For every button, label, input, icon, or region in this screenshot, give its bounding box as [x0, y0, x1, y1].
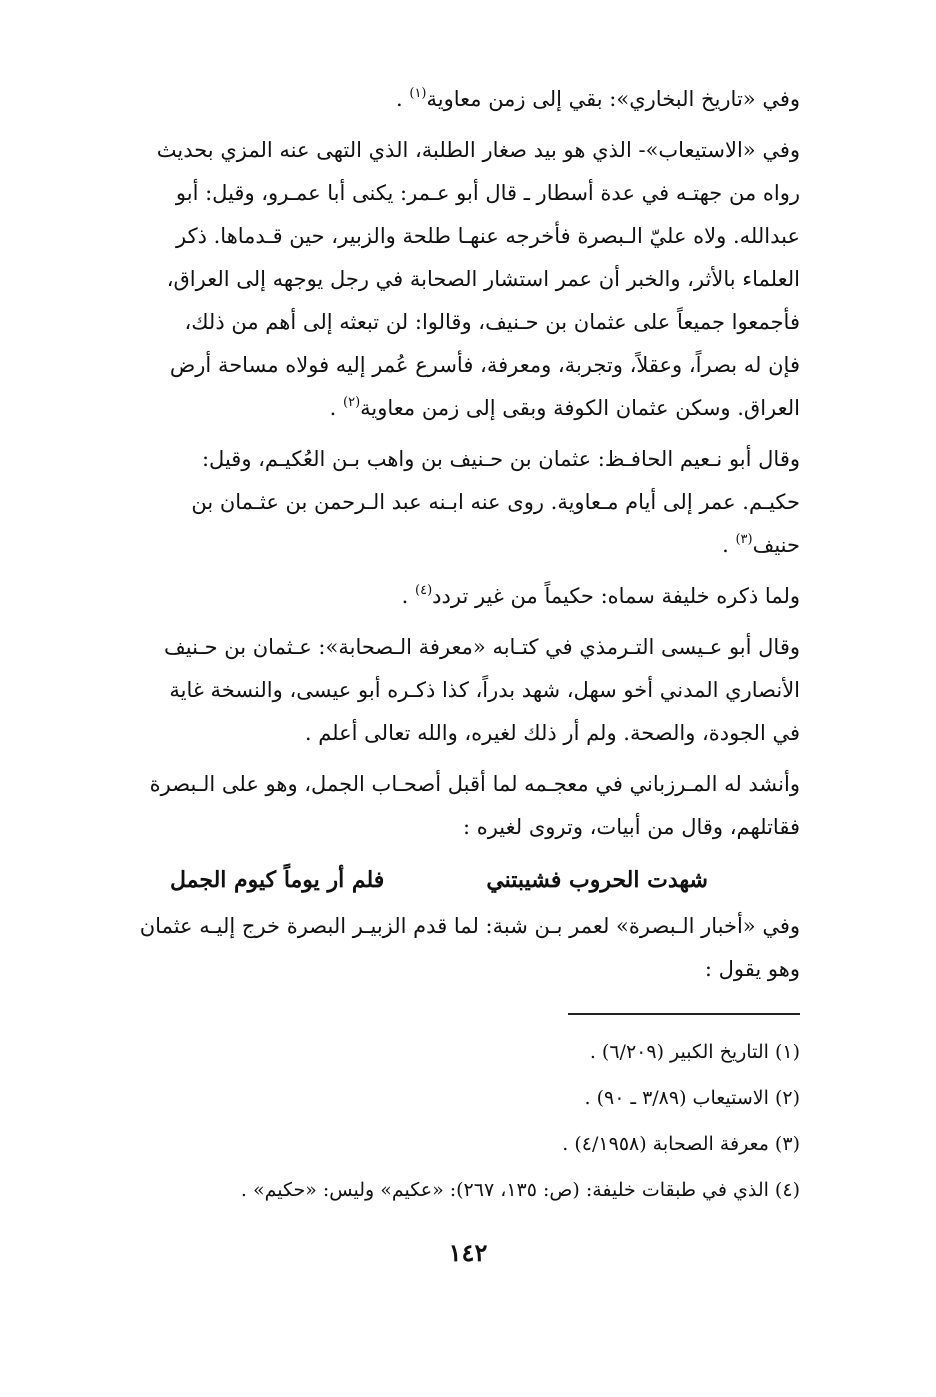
paragraph-line: العلماء بالأثر، والخبر أن عمر استشار الصحابة في رجل يوجهه إلى العراق،: [166, 267, 800, 291]
paragraph-5: [92, 626, 800, 755]
footnote-2: (٢) الاستيعاب (٣/٨٩ ـ ٩٠) .: [584, 1087, 800, 1109]
paragraph-line: العراق. وسكن عثمان الكوفة وبقى إلى زمن معاوية$^{(٢)}$ .: [329, 395, 800, 420]
paragraph-1: [92, 78, 800, 121]
paragraph-line: الأنصاري المدني أخو سهل، شهد بدراً، كذا ذكـره أبو عيسى، والنسخة غاية: [169, 678, 800, 702]
paragraph-line: رواه من جهتـه في عدة أسطار ـ قال أبو عـمر: يكنى أبا عمـرو، وقيل: أبو: [175, 181, 800, 205]
paragraph-line: ولما ذكره خليفة سماه: حكيماً من غير تردد$^{(٤)}$ .: [401, 583, 800, 608]
closing-line-1: وفي «أخبار الـبصرة» لعمر بـن شبة: لما قدم الزبيـر البصرة خرج إليـه عثمان: [139, 914, 800, 938]
verse-first-hemistich: شهدت الحروب فشيبتني: [486, 867, 708, 893]
paragraph-line: وأنشد له المـرزباني في معجـمه لما أقبل أصحـاب الجمل، وهو على الـبصرة: [149, 772, 800, 796]
paragraph-line: حكيـم. عمر إلى أيام مـعاوية. روى عنه ابـنه عبد الـرحمن بن عثـمان بن: [191, 490, 800, 514]
paragraph-3: [92, 438, 800, 567]
footnote-4: (٤) الذي في طبقات خليفة: (ص: ١٣٥، ٢٦٧): «عكيم» وليس: «حكيم» .: [240, 1179, 800, 1201]
footnote-3: (٣) معرفة الصحابة (٤/١٩٥٨) .: [562, 1133, 800, 1155]
verse-second-hemistich: فلم أر يوماً كيوم الجمل: [170, 867, 385, 893]
paragraph-line: حنيف$^{(٣)}$ .: [722, 532, 800, 557]
main-text: [92, 78, 800, 849]
paragraph-line: وفي «تاريخ البخاري»: بقي إلى زمن معاوية$^{(١)}$ .: [396, 86, 800, 111]
footnote-marker[interactable]: (١): [409, 86, 427, 101]
paragraph-line: عبدالله. ولاه عليّ الـبصرة فأخرجه عنهـا طلحة والزبير، حين قـدماها. ذكر: [176, 224, 800, 248]
closing-line-2: وهو يقول :: [704, 957, 800, 981]
footnotes: [92, 1029, 800, 1213]
footnote-divider: [568, 1013, 800, 1015]
paragraph-line: وفي «الاستيعاب»- الذي هو بيد صغار الطلبة، الذي التهى عنه المزي بحديث: [156, 138, 800, 162]
paragraph-line: فأجمعوا جميعاً على عثمان بن حـنيف، وقالوا: لن تبعثه إلى أهم من ذلك،: [184, 310, 800, 334]
paragraph-line: في الجودة، والصحة. ولم أر ذلك لغيره، والله تعالى أعلم .: [304, 721, 800, 745]
page-body: [92, 78, 800, 1213]
paragraph-6: [92, 763, 800, 849]
footnote-marker[interactable]: (٤): [415, 583, 433, 598]
paragraph-line: وقال أبو نـعيم الحافـظ: عثمان بن حـنيف بن واهب بـن العُكيـم، وقيل:: [201, 447, 800, 471]
paragraph-line: وقال أبو عـيسى التـرمذي في كتـابه «معرفة الـصحابة»: عـثمان بن حـنيف: [164, 635, 800, 659]
paragraph-line: فقاتلهم، وقال من أبيات، وتروى لغيره :: [462, 815, 800, 839]
footnote-marker[interactable]: (٣): [735, 532, 753, 547]
footnote-1: (١) التاريخ الكبير (٦/٢٠٩) .: [589, 1041, 800, 1063]
closing-paragraph: [92, 905, 800, 991]
footnote-marker[interactable]: (٢): [343, 395, 361, 410]
paragraph-2: [92, 129, 800, 430]
poetry-verse: [92, 857, 800, 903]
page-number: ١٤٢: [448, 1238, 488, 1267]
paragraph-4: [92, 575, 800, 618]
paragraph-line: فإن له بصراً، وعقلاً، وتجربة، ومعرفة، فأسرع عُمر إليه فولاه مساحة أرض: [169, 353, 800, 377]
